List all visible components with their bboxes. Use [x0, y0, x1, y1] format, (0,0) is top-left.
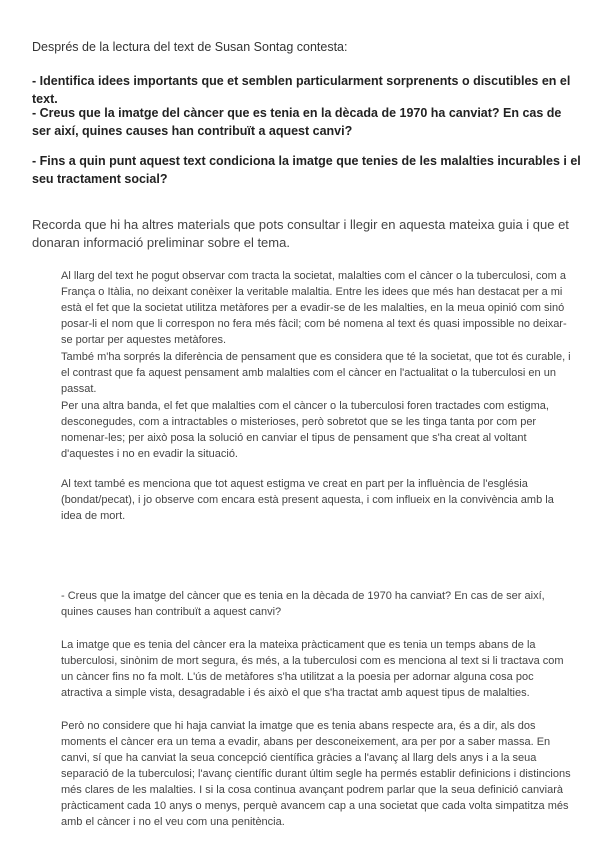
intro-text: Després de la lectura del text de Susan Sontag contesta: — [32, 40, 348, 54]
answer-2-paragraph-2: Però no considere que hi haja canviat la imatge que es tenia abans respecte ara, és a dir, als dos moments el càncer era un tema a evadir, abans per desconeixement, ara per por a saber massa. En canvi, sí que ha canviat la seua concepció científica gràcies a l'avanç al llarg dels anys i a la seua separació de la tuberculosi; l'avanç científic durant últim segle ha permés establir definicions i distincions més clares de les malalties. I si la cosa continua avançant podrem parlar que la seua definició canviarà pràcticament cada 10 anys o menys, perquè avancem cap a una societat que cada volta simpatitza més amb el càncer i no el veu com una penitència. — [61, 720, 571, 828]
reminder-note: Recorda que hi ha altres materials que pots consultar i llegir en aquesta mateixa guia i que et donaran informació preliminar sobre el tema. — [32, 217, 569, 250]
answer-1-paragraph-2: També m'ha sorprés la diferència de pensament que es considera que té la societat, que tot és curable, i el contrast que fa aquest pensament amb malalties com el càncer en l'actualitat o la tuberculosi en un passat. — [61, 351, 571, 395]
answer-2-paragraph-1: La imatge que es tenia del càncer era la mateixa pràcticament que es tenia un temps abans de la tuberculosi, sinònim de mort segura, és més, a la tuberculosi com es menciona al text si li tractava com un càncer fins no fa molt. L'ús de metàfores s'ha utilitzat a la poesia per adornar alguna cosa poc atractiva a simple vista, desagradable i és això el que s'ha tractat amb aquest tipus de malalties. — [61, 639, 564, 699]
answer-2-question: - Creus que la imatge del càncer que es tenia en la dècada de 1970 ha canviat? En cas de ser així, quines causes han contribuït a aquest canvi? — [61, 590, 545, 618]
question-1: - Identifica idees importants que et semblen particularment sorprenents o discutibles en el text. — [32, 74, 571, 106]
answer-1-paragraph-1: Al llarg del text he pogut observar com tracta la societat, malalties com el càncer o la tuberculosi, com a França o Itàlia, no deixant conèixer la veritable malaltia. Entre les idees que més han destacat per a mi està el fet que la societat utilitza metàfores per a evadir-se de les malalties, en la meua opinió com sinó posar-li el nom que li correspon no fera més fàcil; com bé nomena al text és quasi impossible no deixar-se portar per aquestes metàfores. — [61, 270, 567, 346]
answer-1-paragraph-3: Per una altra banda, el fet que malalties com el càncer o la tuberculosi foren tractades com estigma, desconegudes, com a intractables o misterioses, però sobretot que se les tinga tanta por com per nomenar-les; per això posa la solució en canviar el tipus de pensament que s'ha creat al voltant d'aquestes i no en evadir la situació. — [61, 400, 549, 460]
question-3: - Fins a quin punt aquest text condiciona la imatge que tenies de les malalties incurables i el seu tractament social? — [32, 154, 581, 186]
question-2: - Creus que la imatge del càncer que es tenia en la dècada de 1970 ha canviat? En cas de ser així, quines causes han contribuït a aquest canvi? — [32, 106, 562, 138]
answer-1-paragraph-4: Al text també es menciona que tot aquest estigma ve creat en part per la influència de l'església (bondat/pecat), i jo observe com encara està present aquesta, i com influeix en la convivència amb la idea de mort. — [61, 478, 554, 522]
